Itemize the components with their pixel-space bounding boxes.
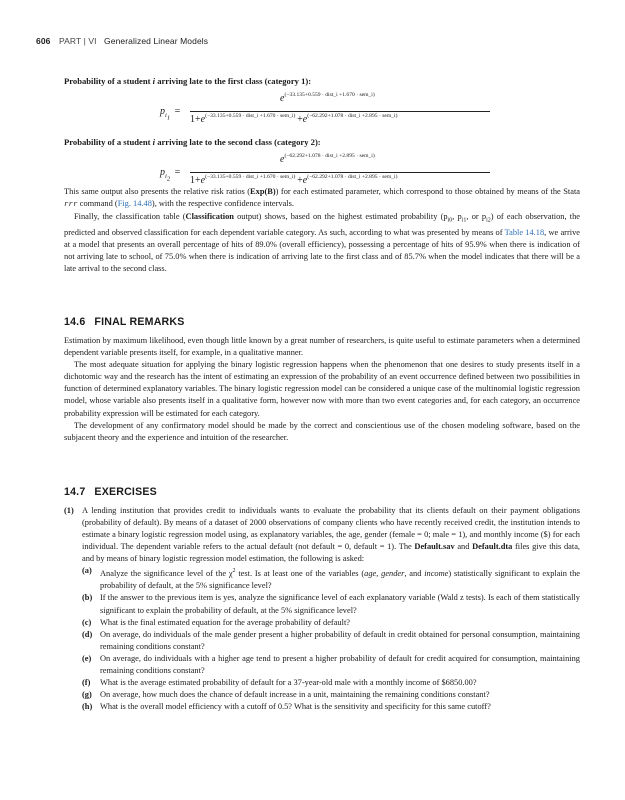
- item-label: (e): [82, 653, 92, 663]
- prob1-heading: [64, 76, 311, 86]
- prob1-lhs-var: p: [160, 106, 165, 117]
- prob1-equals: =: [174, 106, 181, 117]
- list-item: [82, 689, 580, 701]
- prob2-numerator: $e^{(-62.292+1.078 \cdot dist\_i +2.895 \cdot sem\_i)}$: [280, 153, 375, 165]
- running-head: [36, 36, 208, 46]
- prob2-heading-var: i: [152, 137, 156, 147]
- section-number: 14.6: [64, 316, 86, 328]
- prob2-heading: [64, 137, 321, 147]
- prob1-heading-var: i: [152, 76, 156, 86]
- list-item: [82, 629, 580, 653]
- figure-14-48-link[interactable]: Fig. 14.48: [117, 199, 152, 209]
- item-a-pre: Analyze the significance level of the χ: [100, 569, 233, 579]
- item-a-post: ) statistically significant to explain the probability of default, at the 5% significance level?: [100, 569, 581, 591]
- exercise-1-items: [82, 565, 580, 713]
- item-a-var-gender: gender: [381, 569, 405, 579]
- prob1-fraction-line: [190, 111, 490, 112]
- section-heading-final-remarks: [64, 316, 185, 328]
- prob2-heading-pre: Probability of a student: [64, 137, 153, 147]
- item-label: (h): [82, 702, 93, 712]
- prob2-denominator-one: 1+: [190, 175, 201, 186]
- prob1-denominator-plus: +: [297, 114, 303, 125]
- exercise-1-text-b: files give this data, and by means of binary logistic regression model estimation, the following is asked:: [82, 542, 581, 564]
- item-a-var-income: income: [424, 569, 449, 579]
- paragraph-rrr: [64, 186, 580, 211]
- p2-sub-3: i2: [486, 217, 491, 224]
- item-a-mid: test. Is at least one of the variables (: [235, 569, 365, 579]
- item-text: If the answer to the previous item is yes, analyze the significance level of each explanatory variable (Wald z tests). Is each of them statistically significant to explain the probability of default, at the 5% significance level?: [100, 593, 580, 615]
- exercise-1-label: (1): [64, 506, 74, 515]
- prob1-numerator: $e^{(-33.135+0.559 \cdot dist\_i +1.670 \cdot sem\_i)}$: [280, 92, 375, 104]
- list-item: [82, 653, 580, 677]
- section-title: EXERCISES: [94, 486, 157, 498]
- prob1-denominator-one: 1+: [190, 114, 201, 125]
- prob2-numerator-exponent: (−62.292+1.078 · dist_i +2.895 · sem_i): [284, 153, 375, 159]
- section-title: FINAL REMARKS: [94, 316, 185, 328]
- item-label: (g): [82, 690, 92, 700]
- default-sav-file: Default.sav: [414, 542, 455, 552]
- prob2-equals: =: [174, 167, 181, 178]
- p2-part-e: , we arrive at a model that presents an overall percentage of hits of 89.0% (overall efficiency), possessing a percentage of hits of 95.9% when there is indication of not arriving late to school, of 75.0% when there is indication of arriving late to the first class and of 85.7% when the model indicates that there will be a late arrival to the second class.: [64, 227, 580, 274]
- item-text: What is the final estimated equation for the average probability of default?: [100, 617, 350, 627]
- prob1-formula: [160, 92, 590, 136]
- list-item: [82, 592, 580, 616]
- item-text: What is the average estimated probability of default for a 37-year-old male with a monthly income of $6850.00?: [100, 678, 477, 688]
- prob2-lhs-sub: i: [165, 173, 167, 180]
- list-item: [82, 565, 580, 592]
- prob2-denominator: $1+e^{(-33.135+0.559 \cdot dist\_i +1.670 \cdot sem\_i)} +e^{(-62.292+1.078 \cdot dist\_i +2.895 \cdot sem\_i)}$: [190, 174, 398, 186]
- intro-text: [64, 186, 580, 275]
- item-a-comma-2: , and: [404, 569, 425, 579]
- prob2-lhs-sub2: 2: [166, 175, 171, 183]
- p1-rrr-command: rrr: [64, 201, 78, 210]
- item-a-comma-1: ,: [376, 569, 382, 579]
- part-numeral: VI: [88, 36, 97, 46]
- prob2-lhs: [160, 167, 180, 182]
- p2-sub-1: i0: [447, 217, 453, 224]
- item-text: On average, do individuals with a higher age tend to present a higher probability of default for credit acquired for consumption, maintaining remaining conditions constant?: [100, 653, 580, 676]
- prob2-denominator-exponent-2: (−62.292+1.078 · dist_i +2.895 · sem_i): [307, 174, 398, 180]
- item-label: (b): [82, 593, 93, 603]
- part-word: PART: [58, 36, 82, 46]
- item-a-sup: 2: [232, 568, 236, 575]
- p1-part-c: ) for each estimated parameter, which correspond to those obtained by means of the Stata: [275, 187, 581, 196]
- item-label: (d): [82, 629, 93, 639]
- exercise-1-text: [82, 505, 580, 565]
- final-remarks-text: [64, 335, 580, 444]
- p1-part-d: command (: [77, 199, 118, 209]
- final-remarks-paragraph-2: The most adequate situation for applying the binary logistic regression happens when the phenomenon that one desires to study presents itself in a dichotomic way and the research has the intent of estimating an expression of the probability of an event occurrence defined between two possibilities in function of determined explanatory variables. The binary logistic regression model can be considered a unique case of the multinomial logistic regression model, whose variable also presents itself in a qualitative form, however now with more than two event categories and, for each category, an occurrence probability expression will be estimated for each category.: [64, 360, 580, 418]
- exercise-1: [64, 505, 580, 713]
- exercise-1-text-a: A lending institution that provides credit to individuals wants to evaluate the probability that its clients default on their payment obligations (probability of default). By means of a dataset of 2000 observations of company clients who have recently received credit, the institution intends to estimate a binary logistic regression model using, as explanatory variables, the age, gender (female = 0; male = 1), and monthly income ($) for each individual. The dependent variable refers to the actual default (not default = 0, default = 1). The: [82, 506, 580, 552]
- p1-part-a: This same output also presents the relative risk ratios (: [64, 187, 251, 196]
- p2-part-c2: , p: [452, 212, 462, 222]
- paragraph-classification: [64, 211, 580, 275]
- item-label: (c): [82, 617, 92, 627]
- item-text: On average, do individuals of the male gender present a higher probability of default in credit obtained for personal consumption, maintaining remaining conditions constant?: [100, 629, 580, 651]
- final-remarks-paragraph-1: Estimation by maximum likelihood, even though little known by a great number of researchers, is quite useful to estimate parameters when a determined dependent variable presents itself, for example, in a qualitative manner.: [64, 336, 580, 358]
- prob2-heading-post: arriving late to the second class (category 2):: [155, 137, 321, 147]
- p1-expb: Exp(B): [250, 187, 276, 196]
- item-label: (a): [82, 566, 92, 576]
- item-label: (f): [82, 678, 91, 688]
- item-a-var-age: age: [364, 569, 377, 579]
- prob1-lhs-sub2: 1: [166, 114, 171, 122]
- part-label: [59, 36, 97, 46]
- p2-sub-2: i1: [461, 217, 467, 224]
- p2-part-a: Finally, the classification table (: [74, 212, 186, 222]
- item-text: On average, how much does the chance of default increase in a unit, maintaining the remaining conditions constant?: [100, 690, 490, 700]
- p2-part-c3: , or p: [466, 212, 487, 222]
- list-item: [82, 617, 580, 629]
- prob1-denominator-exponent-2: (−62.292+1.078 · dist_i +2.895 · sem_i): [307, 113, 398, 119]
- section-number: 14.7: [64, 486, 86, 498]
- p2-part-d: ) of each observation, the predicted and observed classification for each dependent variable category. As such, according to what was presented by means of: [64, 212, 581, 237]
- prob1-heading-pre: Probability of a student: [64, 76, 153, 86]
- exercise-1-and: and: [454, 542, 473, 552]
- p1-part-e: ), with the respective confidence intervals.: [151, 199, 294, 209]
- p2-part-c: output) shows, based on the highest estimated probability (p: [233, 212, 448, 222]
- exercises: [64, 505, 580, 713]
- table-14-18-link[interactable]: Table 14.18: [504, 227, 545, 237]
- page-number: 606: [36, 36, 51, 46]
- prob1-lhs-sub: i: [165, 112, 167, 119]
- default-dta-file: Default.dta: [472, 542, 513, 552]
- prob1-numerator-exponent: (−33.135+0.559 · dist_i +1.670 · sem_i): [284, 92, 375, 98]
- item-text: What is the overall model efficiency with a cutoff of 0.5? What is the sensitivity and specificity for this same cutoff?: [100, 702, 491, 712]
- running-head-title: Generalized Linear Models: [104, 36, 209, 46]
- prob1-denominator-exponent-1: (−33.135+0.559 · dist_i +1.670 · sem_i): [205, 113, 296, 119]
- prob1-heading-post: arriving late to the first class (category 1):: [155, 76, 312, 86]
- prob1-lhs: [160, 106, 180, 121]
- p2-classification: Classification: [185, 212, 234, 222]
- prob2-denominator-plus: +: [297, 175, 303, 186]
- prob1-denominator: $1+e^{(-33.135+0.559 \cdot dist\_i +1.670 \cdot sem\_i)} +e^{(-62.292+1.078 \cdot dist\_i +2.895 \cdot sem\_i)}$: [190, 113, 398, 125]
- part-separator: |: [83, 36, 86, 46]
- section-heading-exercises: [64, 486, 157, 498]
- prob2-denominator-exponent-1: (−33.135+0.559 · dist_i +1.670 · sem_i): [205, 174, 296, 180]
- prob2-fraction-line: [190, 172, 490, 173]
- final-remarks-paragraph-3: The development of any confirmatory model should be made by the correct and conscientious use of the chosen modeling software, based on the subjacent theory and the experience and intuition of the researcher.: [64, 420, 580, 442]
- list-item: [82, 677, 580, 689]
- prob2-lhs-var: p: [160, 167, 165, 178]
- list-item: [82, 701, 580, 713]
